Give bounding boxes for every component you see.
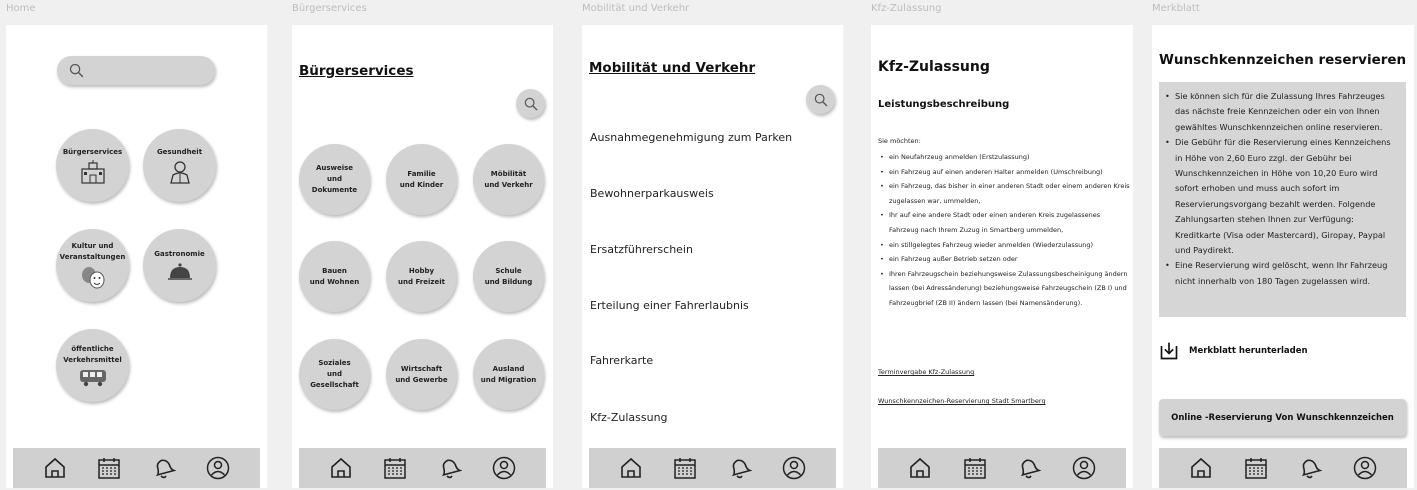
tile-label: Kultur und Veranstaltungen: [59, 242, 126, 261]
calendar-icon[interactable]: [383, 456, 407, 480]
search-icon: [813, 92, 829, 108]
list-item: • ein Fahrzeug außer Betrieb setzen oder: [878, 252, 1130, 267]
list-item: • Die Gebühr für die Reservierung eines Kennzeichens in Höhe von 2,60 Euro zzgl. der Gebühr bei Wunschkennzeichen in Höhe von 10,20 Euro wird sofort erhoben und muss auch sofort im Reservierungsvorgang bezahlt werden. Folgende Zahlungsarten stehen Ihnen zur Verfügung: Kreditkarte (Visa oder Mastercard), Giropay, Paypal und Paydirekt.: [1165, 135, 1400, 258]
tile-label: Möbilität und Verkehr: [484, 169, 533, 189]
profile-icon[interactable]: [492, 456, 516, 480]
page-title: Mobilität und Verkehr: [589, 60, 756, 76]
list-item-fahrerkarte[interactable]: Fahrerkarte: [590, 354, 654, 367]
bottom-nav: [1159, 448, 1407, 488]
link-terminvergabe[interactable]: Terminvergabe Kfz-Zulassung: [878, 368, 975, 376]
tile-label: Gesundheit: [156, 147, 203, 156]
home-icon[interactable]: [43, 456, 67, 480]
tile-ausweise[interactable]: [299, 144, 370, 215]
bottom-nav: [589, 448, 836, 488]
list-item: • Ihren Fahrzeugschein beziehungsweise Zulassungsbescheinigung ändern lassen (bei Adressänderung) beziehungsweise Fahrzeugschein (ZB I) und Fahrzeugbrief (ZB II) ändern lassen (bei Namensänderung).: [878, 267, 1130, 311]
intro-text: Sie möchten:: [878, 137, 921, 145]
list-item-ausnahmegenehmigung[interactable]: Ausnahmegenehmigung zum Parken: [590, 131, 793, 144]
tile-soziales[interactable]: [299, 339, 370, 410]
profile-icon[interactable]: [782, 456, 806, 480]
home-icon[interactable]: [908, 456, 932, 480]
tile-wirtschaft[interactable]: [386, 339, 457, 410]
list-item: • ein Fahrzeug, das bisher in einer anderen Stadt oder einem anderen Kreis zugelassen war, ummelden,: [878, 179, 1130, 208]
bus-icon: [79, 369, 107, 387]
theater-masks-icon: [80, 266, 106, 290]
tile-gastronomie[interactable]: [143, 229, 216, 302]
bullet-list: [1165, 89, 1400, 289]
tile-label: Wirtschaft und Gewerbe: [395, 364, 448, 384]
cloche-icon: [167, 262, 193, 282]
screen-label-buergerservices: Bürgerservices: [292, 3, 367, 14]
tile-oepnv[interactable]: [56, 329, 129, 402]
search-icon: [68, 62, 85, 79]
home-screen: [6, 25, 267, 488]
tile-familie[interactable]: [386, 144, 457, 215]
tile-label: öffentliche Verkehrsmittel: [63, 345, 122, 364]
link-wunschkennzeichen[interactable]: Wunschkennzeichen-Reservierung Stadt Smartberg: [878, 397, 1046, 405]
tile-schule[interactable]: [473, 241, 544, 312]
tile-buergerservices[interactable]: [56, 129, 129, 202]
download-label: Merkblatt herunterladen: [1189, 346, 1308, 356]
page-title: Wunschkennzeichen reservieren: [1159, 52, 1407, 68]
page-title: Bürgerservices: [299, 63, 414, 79]
merkblatt-screen: [1152, 25, 1414, 488]
profile-icon[interactable]: [1072, 456, 1096, 480]
online-reservation-button[interactable]: Online -Reservierung Von Wunschkennzeichen: [1159, 399, 1406, 436]
screen-label-kfz: Kfz-Zulassung: [871, 3, 942, 14]
tile-label: Bauen und Wohnen: [309, 266, 360, 286]
town-hall-icon: [80, 160, 106, 184]
bottom-nav: [878, 448, 1126, 488]
tile-gesundheit[interactable]: [143, 129, 216, 202]
list-item-ersatzfuehrerschein[interactable]: Ersatzführerschein: [590, 243, 693, 256]
screen-label-merkblatt: Merkblatt: [1152, 3, 1200, 14]
tile-label: Bürgerservices: [62, 147, 123, 156]
calendar-icon[interactable]: [963, 456, 987, 480]
page-title: Kfz-Zulassung: [878, 59, 990, 75]
section-heading: Leistungsbeschreibung: [878, 99, 1010, 110]
bell-icon[interactable]: [152, 456, 176, 480]
profile-icon[interactable]: [206, 456, 230, 480]
calendar-icon[interactable]: [97, 456, 121, 480]
tile-kultur[interactable]: [56, 229, 129, 302]
search-button[interactable]: [516, 89, 545, 118]
bell-icon[interactable]: [1298, 456, 1322, 480]
calendar-icon[interactable]: [673, 456, 697, 480]
list-item: • ein Neufahrzeug anmelden (Erstzulassung): [878, 150, 1130, 165]
tile-label: Gastronomie: [154, 249, 205, 258]
download-icon: [1159, 341, 1179, 361]
tile-label: Familie und Kinder: [399, 169, 444, 189]
tile-label: Schule und Bildung: [484, 266, 533, 286]
tile-ausland[interactable]: [473, 339, 544, 410]
list-item: • Eine Reservierung wird gelöscht, wenn Ihr Fahrzeug nicht innerhalb von 180 Tagen zugelassen wird.: [1165, 258, 1400, 289]
bell-icon[interactable]: [438, 456, 462, 480]
info-box: [1159, 82, 1406, 317]
calendar-icon[interactable]: [1244, 456, 1268, 480]
mobilitaet-screen: [582, 25, 843, 488]
kfz-screen: [871, 25, 1133, 488]
tile-label: Hobby und Freizeit: [398, 266, 445, 286]
search-input[interactable]: [57, 56, 215, 85]
home-icon[interactable]: [329, 456, 353, 480]
home-icon[interactable]: [1189, 456, 1213, 480]
list-item: • Ihr auf eine andere Stadt oder einen anderen Kreis zugelassenes Fahrzeug nach Ihrem Zuzug in Smartberg ummelden,: [878, 208, 1130, 237]
buergerservices-screen: [292, 25, 553, 488]
tile-bauen[interactable]: [299, 241, 370, 312]
tile-label: Ausland und Migration: [480, 364, 537, 384]
download-link[interactable]: [1159, 341, 1308, 361]
list-item: • ein Fahrzeug auf einen anderen Halter anmelden (Umschreibung): [878, 165, 1130, 180]
tile-label: Soziales und Gesellschaft: [310, 359, 359, 389]
tile-label: Ausweise und Dokumente: [311, 164, 358, 194]
doctor-icon: [168, 160, 192, 184]
search-button[interactable]: [806, 85, 835, 114]
bullet-list: [878, 150, 1130, 311]
tile-mobilitaet[interactable]: [473, 144, 544, 215]
list-item-fahrerlaubnis[interactable]: Erteilung einer Fahrerlaubnis: [590, 299, 749, 312]
list-item-kfz-zulassung[interactable]: Kfz-Zulassung: [590, 411, 668, 424]
profile-icon[interactable]: [1353, 456, 1377, 480]
tile-hobby[interactable]: [386, 241, 457, 312]
screen-label-mobilitaet: Mobilität und Verkehr: [582, 3, 690, 14]
bell-icon[interactable]: [1017, 456, 1041, 480]
screen-label-home: Home: [6, 3, 36, 14]
bottom-nav: [299, 448, 546, 488]
search-icon: [523, 96, 539, 112]
bell-icon[interactable]: [728, 456, 752, 480]
home-icon[interactable]: [619, 456, 643, 480]
bottom-nav: [13, 448, 260, 488]
list-item: • ein stillgelegtes Fahrzeug wieder anmelden (Wiederzulassung): [878, 238, 1130, 253]
list-item-bewohnerparkausweis[interactable]: Bewohnerparkausweis: [590, 187, 714, 200]
list-item: • Sie können sich für die Zulassung Ihres Fahrzeuges das nächste freie Kennzeichen oder ein von Ihnen gewähltes Wunschkennzeichen online reservieren.: [1165, 89, 1400, 135]
